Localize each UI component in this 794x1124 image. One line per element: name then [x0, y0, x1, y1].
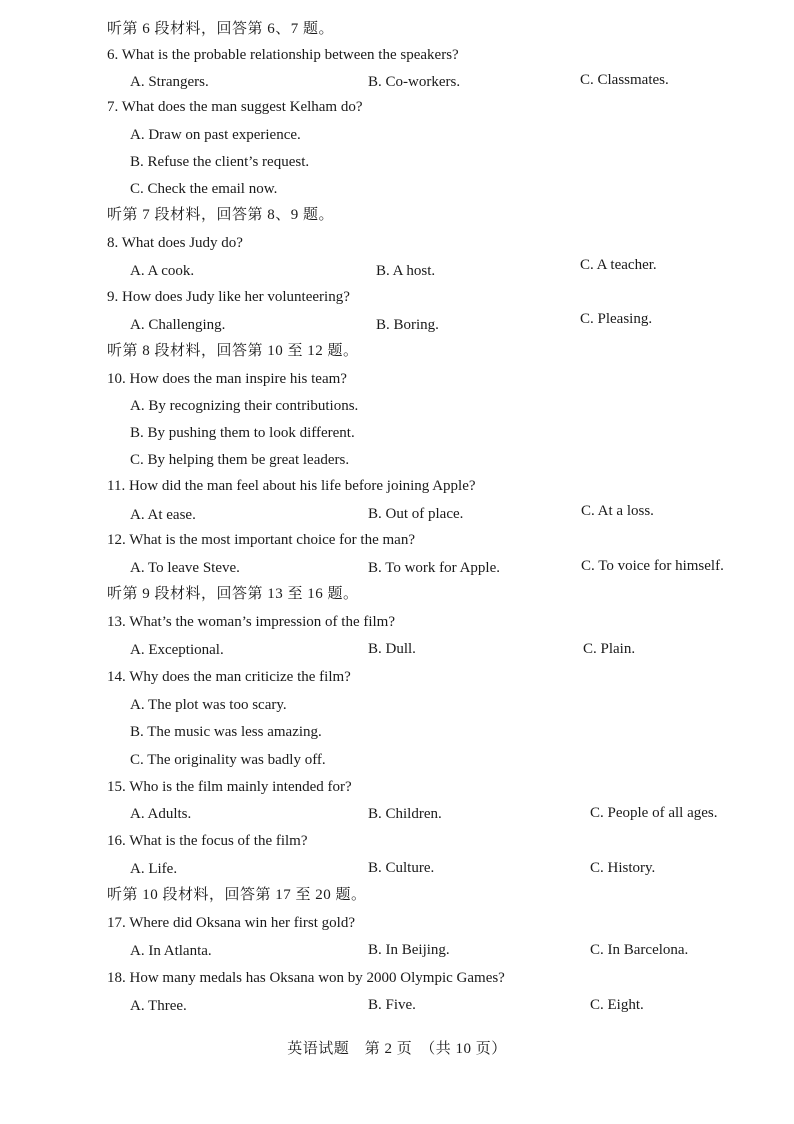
q15-option-b: B. Children. — [368, 806, 442, 822]
q16-option-b: B. Culture. — [368, 860, 435, 876]
question-17: 17. Where did Oksana win her first gold? — [107, 915, 355, 931]
q11-option-c: C. At a loss. — [581, 503, 654, 519]
q9-option-a: A. Challenging. — [130, 317, 226, 333]
q15-option-c: C. People of all ages. — [590, 805, 718, 821]
q12-option-c: C. To voice for himself. — [581, 558, 724, 574]
q13-option-a: A. Exceptional. — [130, 642, 224, 658]
question-13: 13. What’s the woman’s impression of the film? — [107, 614, 396, 630]
question-10: 10. How does the man inspire his team? — [107, 371, 347, 387]
q6-option-a: A. Strangers. — [130, 74, 209, 90]
q18-option-c: C. Eight. — [590, 997, 644, 1013]
q7-option-c: C. Check the email now. — [130, 181, 278, 197]
q13-option-c: C. Plain. — [583, 641, 636, 657]
q14-option-c: C. The originality was badly off. — [130, 752, 326, 768]
question-9: 9. How does Judy like her volunteering? — [107, 289, 350, 305]
page-footer: 英语试题 第 2 页 （共 10 页） — [287, 1041, 507, 1057]
q16-option-a: A. Life. — [130, 861, 178, 877]
section-heading-6: 听第 6 段材料，回答第 6、7 题。 — [107, 21, 335, 37]
section-heading-10: 听第 10 段材料，回答第 17 至 20 题。 — [107, 887, 367, 903]
q18-option-a: A. Three. — [130, 998, 187, 1014]
q17-option-c: C. In Barcelona. — [590, 942, 689, 958]
question-8: 8. What does Judy do? — [107, 235, 243, 251]
q10-option-b: B. By pushing them to look different. — [130, 425, 355, 441]
q9-option-b: B. Boring. — [376, 317, 439, 333]
section-heading-9: 听第 9 段材料，回答第 13 至 16 题。 — [107, 586, 359, 602]
q8-option-c: C. A teacher. — [580, 257, 657, 273]
q9-option-c: C. Pleasing. — [580, 311, 653, 327]
q18-option-b: B. Five. — [368, 997, 416, 1013]
section-heading-7: 听第 7 段材料，回答第 8、9 题。 — [107, 207, 335, 223]
q6-option-b: B. Co-workers. — [368, 74, 461, 90]
q12-option-a: A. To leave Steve. — [130, 560, 240, 576]
q14-option-b: B. The music was less amazing. — [130, 724, 322, 740]
q10-option-a: A. By recognizing their contributions. — [130, 398, 359, 414]
q6-option-c: C. Classmates. — [580, 72, 669, 88]
question-6: 6. What is the probable relationship between the speakers? — [107, 47, 459, 63]
section-heading-8: 听第 8 段材料，回答第 10 至 12 题。 — [107, 343, 359, 359]
question-14: 14. Why does the man criticize the film? — [107, 669, 351, 685]
q8-option-a: A. A cook. — [130, 263, 195, 279]
q11-option-b: B. Out of place. — [368, 506, 464, 522]
q15-option-a: A. Adults. — [130, 806, 192, 822]
q7-option-a: A. Draw on past experience. — [130, 127, 301, 143]
q8-option-b: B. A host. — [376, 263, 436, 279]
q10-option-c: C. By helping them be great leaders. — [130, 452, 350, 468]
q17-option-a: A. In Atlanta. — [130, 943, 212, 959]
q13-option-b: B. Dull. — [368, 641, 416, 657]
q11-option-a: A. At ease. — [130, 507, 196, 523]
q17-option-b: B. In Beijing. — [368, 942, 450, 958]
q16-option-c: C. History. — [590, 860, 656, 876]
question-15: 15. Who is the film mainly intended for? — [107, 779, 352, 795]
question-7: 7. What does the man suggest Kelham do? — [107, 99, 363, 115]
q14-option-a: A. The plot was too scary. — [130, 697, 287, 713]
q12-option-b: B. To work for Apple. — [368, 560, 500, 576]
question-16: 16. What is the focus of the film? — [107, 833, 308, 849]
question-18: 18. How many medals has Oksana won by 2000 Olympic Games? — [107, 970, 505, 986]
question-11: 11. How did the man feel about his life before joining Apple? — [107, 478, 476, 494]
question-12: 12. What is the most important choice for the man? — [107, 532, 415, 548]
q7-option-b: B. Refuse the client’s request. — [130, 154, 310, 170]
